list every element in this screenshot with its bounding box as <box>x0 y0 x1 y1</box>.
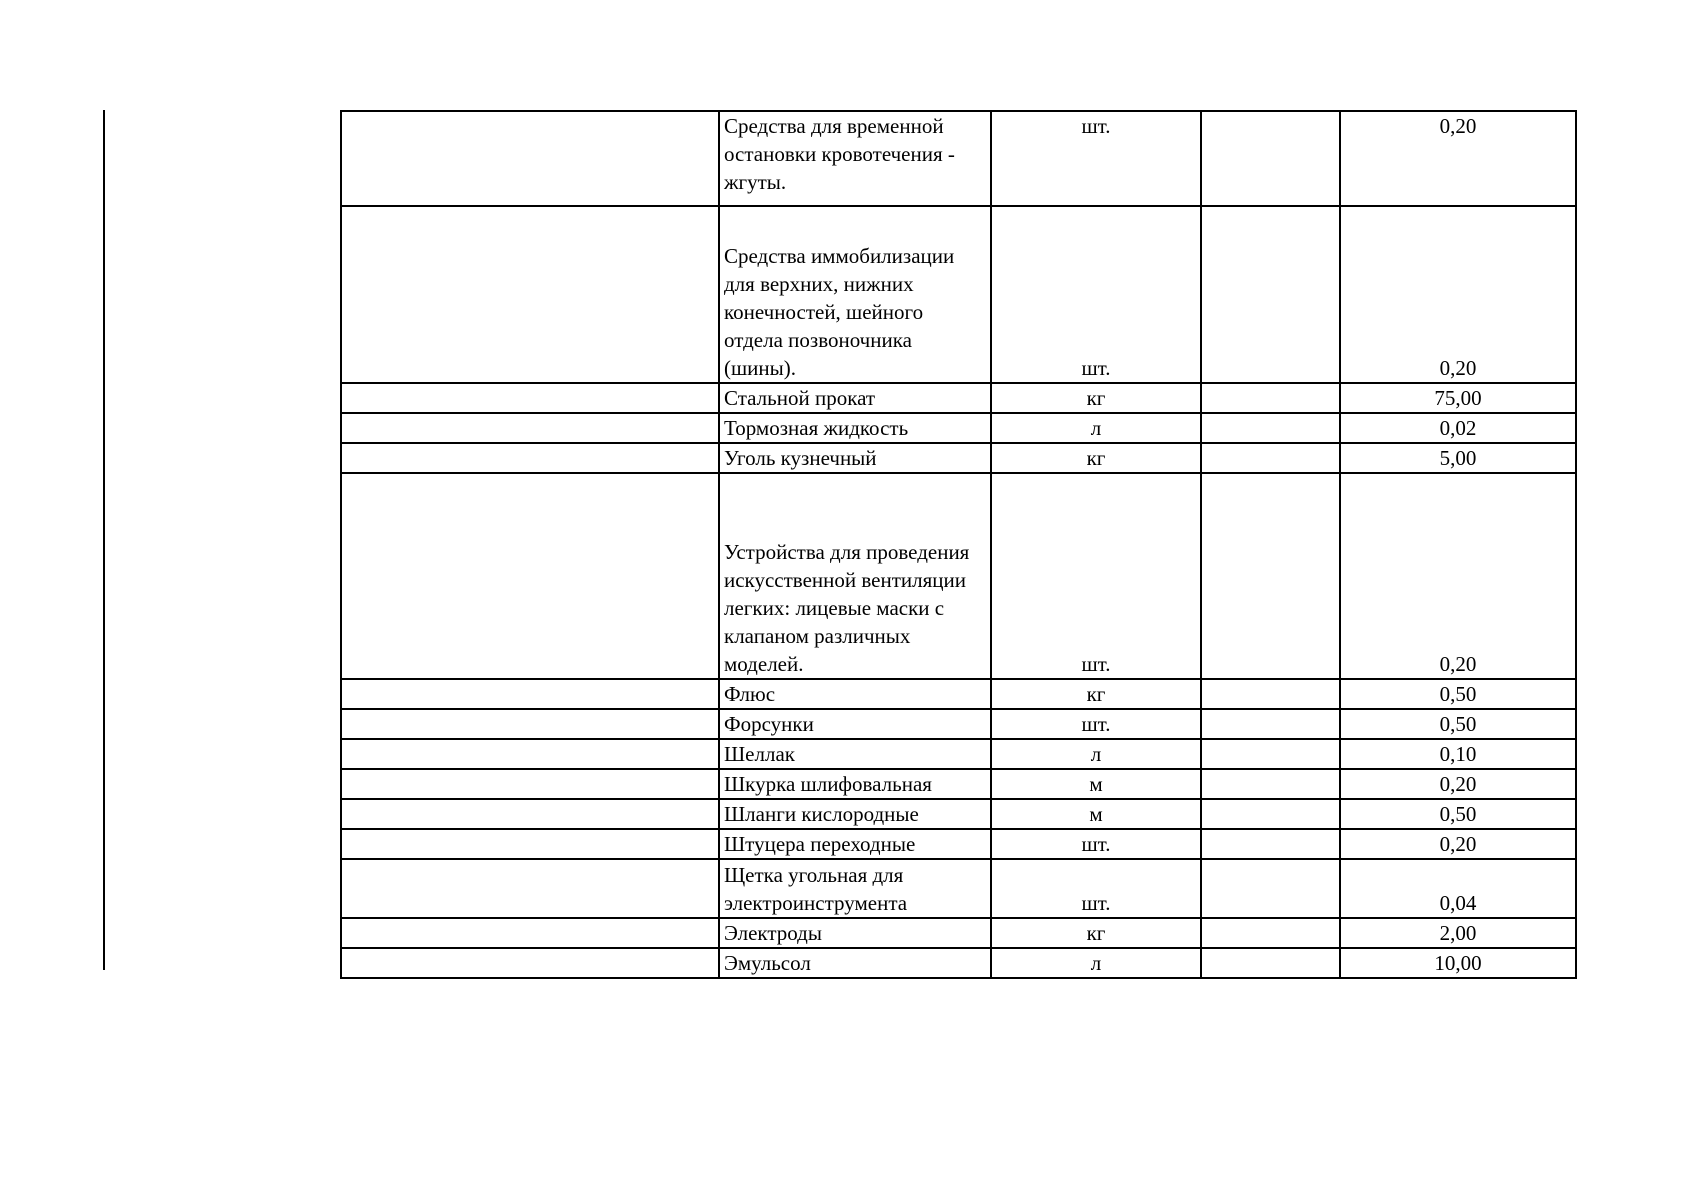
row-empty-cell <box>1201 383 1340 413</box>
row-unit-cell: кг <box>991 918 1201 948</box>
row-name-cell: Тормозная жидкость <box>719 413 991 443</box>
row-value-cell: 10,00 <box>1340 948 1576 978</box>
row-name-cell: Форсунки <box>719 709 991 739</box>
row-empty-cell <box>341 383 719 413</box>
page-margin-line <box>103 110 105 970</box>
row-value-cell: 5,00 <box>1340 443 1576 473</box>
row-value-cell: 0,50 <box>1340 679 1576 709</box>
materials-table <box>340 110 1577 979</box>
row-empty-cell <box>1201 473 1340 679</box>
table-row <box>341 443 1576 473</box>
row-empty-cell <box>1201 413 1340 443</box>
row-empty-cell <box>341 443 719 473</box>
row-empty-cell <box>1201 709 1340 739</box>
table-row <box>341 709 1576 739</box>
row-unit-cell: шт. <box>991 473 1201 679</box>
row-empty-cell <box>341 769 719 799</box>
row-empty-cell <box>341 859 719 918</box>
row-empty-cell <box>341 739 719 769</box>
table-row <box>341 859 1576 918</box>
row-name-cell: Эмульсол <box>719 948 991 978</box>
row-name-cell: Электроды <box>719 918 991 948</box>
materials-table-body <box>341 111 1576 978</box>
row-empty-cell <box>1201 443 1340 473</box>
row-unit-cell: шт. <box>991 859 1201 918</box>
row-empty-cell <box>341 829 719 859</box>
table-row <box>341 413 1576 443</box>
row-value-cell: 2,00 <box>1340 918 1576 948</box>
row-name-cell: Устройства для проведения искусственной вентиляции легких: лицевые маски с клапаном различных моделей. <box>719 473 991 679</box>
row-value-cell: 0,50 <box>1340 799 1576 829</box>
row-name-cell: Средства для временной остановки кровотечения - жгуты. <box>719 111 991 206</box>
row-value-cell: 0,20 <box>1340 473 1576 679</box>
table-row <box>341 799 1576 829</box>
row-name-cell: Средства иммобилизации для верхних, нижних конечностей, шейного отдела позвоночника (шины). <box>719 206 991 383</box>
row-value-cell: 0,02 <box>1340 413 1576 443</box>
table-row <box>341 769 1576 799</box>
row-name-cell: Флюс <box>719 679 991 709</box>
row-unit-cell: м <box>991 769 1201 799</box>
table-row <box>341 918 1576 948</box>
row-empty-cell <box>341 111 719 206</box>
row-value-cell: 75,00 <box>1340 383 1576 413</box>
row-unit-cell: кг <box>991 679 1201 709</box>
row-empty-cell <box>1201 679 1340 709</box>
table-row <box>341 948 1576 978</box>
row-unit-cell: кг <box>991 443 1201 473</box>
table-row <box>341 739 1576 769</box>
row-unit-cell: л <box>991 739 1201 769</box>
row-empty-cell <box>341 709 719 739</box>
row-empty-cell <box>1201 206 1340 383</box>
row-empty-cell <box>341 473 719 679</box>
table-row <box>341 111 1576 206</box>
row-unit-cell: шт. <box>991 206 1201 383</box>
row-name-cell: Шеллак <box>719 739 991 769</box>
row-name-cell: Шланги кислородные <box>719 799 991 829</box>
row-unit-cell: кг <box>991 383 1201 413</box>
row-value-cell: 0,20 <box>1340 111 1576 206</box>
row-value-cell: 0,50 <box>1340 709 1576 739</box>
table-row <box>341 679 1576 709</box>
row-value-cell: 0,20 <box>1340 206 1576 383</box>
row-unit-cell: шт. <box>991 829 1201 859</box>
row-empty-cell <box>1201 948 1340 978</box>
row-empty-cell <box>341 948 719 978</box>
row-value-cell: 0,04 <box>1340 859 1576 918</box>
row-empty-cell <box>1201 829 1340 859</box>
row-empty-cell <box>1201 769 1340 799</box>
row-name-cell: Щетка угольная для электроинструмента <box>719 859 991 918</box>
row-empty-cell <box>1201 859 1340 918</box>
row-unit-cell: л <box>991 413 1201 443</box>
row-empty-cell <box>341 799 719 829</box>
row-name-cell: Шкурка шлифовальная <box>719 769 991 799</box>
row-empty-cell <box>341 679 719 709</box>
row-unit-cell: шт. <box>991 709 1201 739</box>
row-empty-cell <box>1201 918 1340 948</box>
row-value-cell: 0,10 <box>1340 739 1576 769</box>
table-row <box>341 206 1576 383</box>
row-empty-cell <box>341 918 719 948</box>
row-name-cell: Уголь кузнечный <box>719 443 991 473</box>
table-row <box>341 473 1576 679</box>
table-row <box>341 829 1576 859</box>
row-value-cell: 0,20 <box>1340 769 1576 799</box>
row-empty-cell <box>1201 799 1340 829</box>
row-empty-cell <box>341 413 719 443</box>
row-empty-cell <box>1201 739 1340 769</box>
row-unit-cell: л <box>991 948 1201 978</box>
row-name-cell: Штуцера переходные <box>719 829 991 859</box>
row-empty-cell <box>1201 111 1340 206</box>
row-empty-cell <box>341 206 719 383</box>
row-unit-cell: м <box>991 799 1201 829</box>
row-value-cell: 0,20 <box>1340 829 1576 859</box>
row-name-cell: Стальной прокат <box>719 383 991 413</box>
row-unit-cell: шт. <box>991 111 1201 206</box>
table-row <box>341 383 1576 413</box>
